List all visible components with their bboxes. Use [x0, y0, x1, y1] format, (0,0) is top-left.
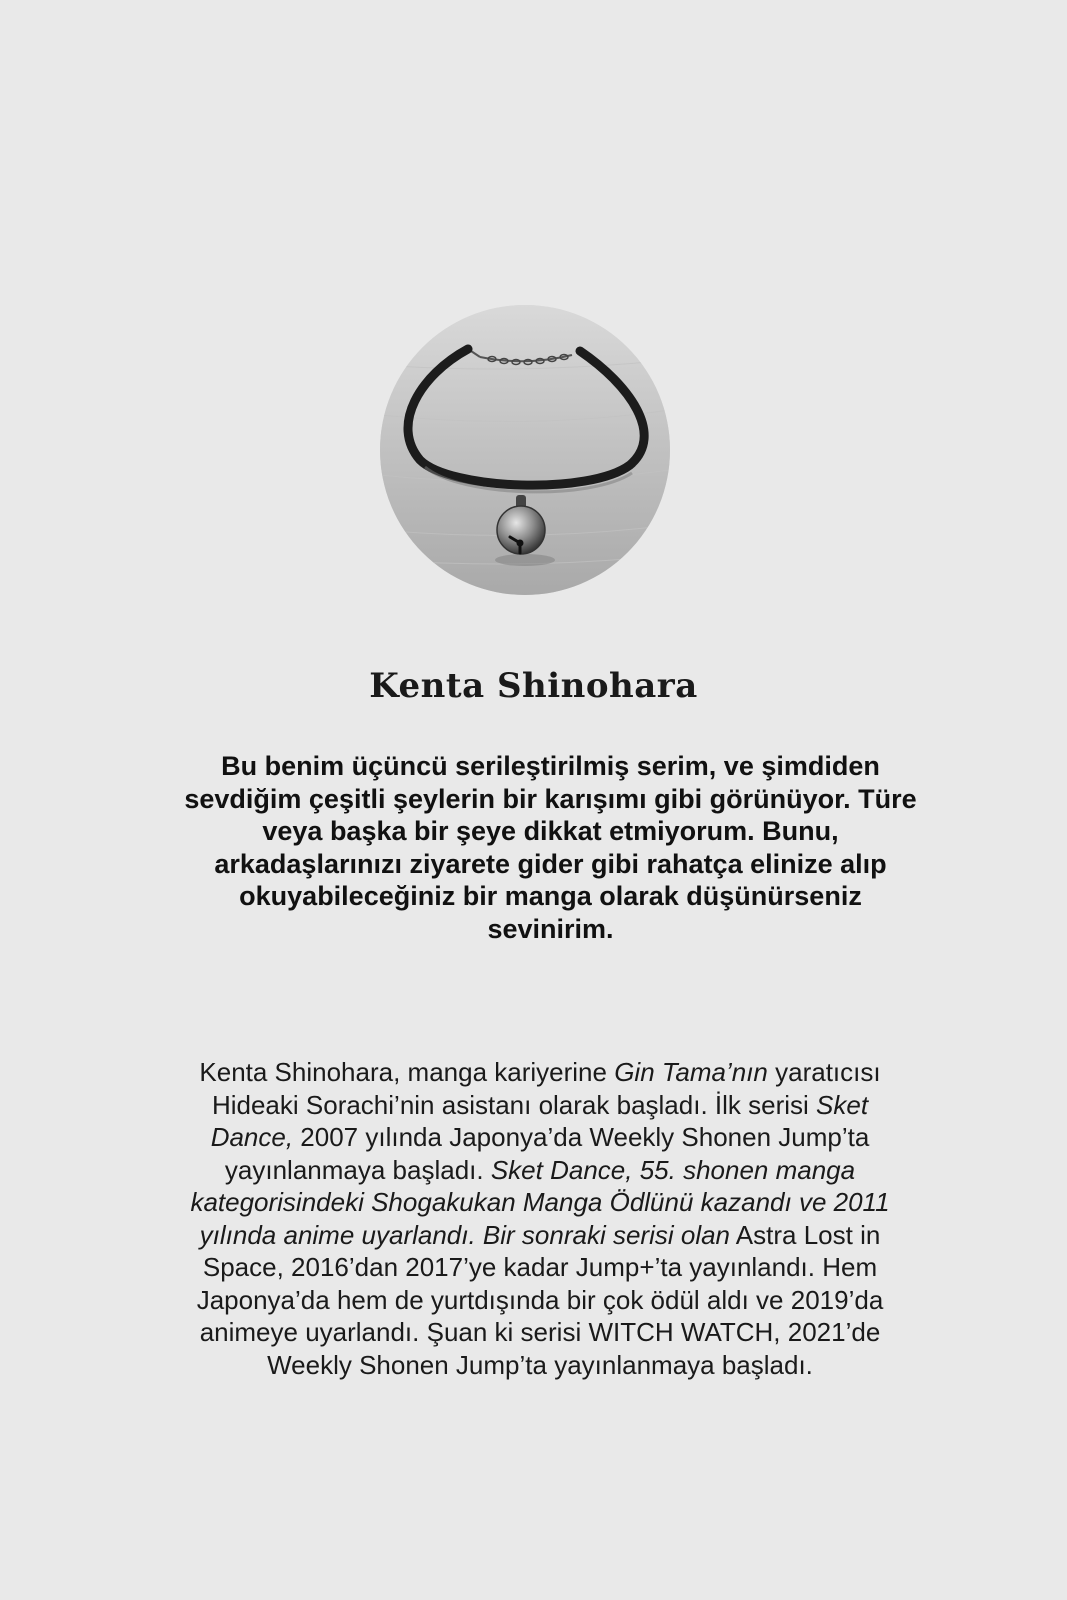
author-quote: Bu benim üçüncü serileştirilmiş serim, ve şimdiden sevdiğim çeşitli şeylerin bir karışımı gibi görünüyor. Türe veya başka bir şeye dikkat etmiyorum. Bunu, arkadaşlarınızı ziyarete gider gibi rahatça elinize alıp okuyabileceğiniz bir manga olarak düşünürseniz sevinirim. — [184, 751, 917, 944]
bio-text: Astra Lost in Space, 2016’dan 2017’ye kadar Jump+’ta yayınlandı. Hem Japonya’da hem de yurtdışında bir çok ödül aldı ve 2019’da animeye uyarlandı. Şuan ki serisi WITCH WATCH, 2021’de Weekly Shonen Jump’ta yayınlanmaya başladı. — [196, 1219, 884, 1380]
bio-title-gintama: Gin Tama’nın — [614, 1057, 768, 1087]
bio-title-sket-dance: Sket Dance, — [210, 1089, 869, 1152]
author-name: Kenta Shinohara — [369, 666, 698, 706]
author-photo — [380, 305, 670, 595]
bio-award-text: Sket Dance, 55. shonen manga kategorisindeki Shogakukan Manga Ödlünü kazandı ve 2011 yılında anime uyarlandı. Bir sonraki serisi olan — [190, 1154, 890, 1250]
bio-text: 2007 yılında Japonya’da Weekly Shonen Jump’ta yayınlanmaya başladı. — [224, 1122, 870, 1185]
choker-bell-photo-icon — [380, 305, 670, 595]
author-bio — [170, 1056, 910, 1381]
bio-text: yaratıcısı Hideaki Sorachi’nin asistanı olarak başladı. İlk serisi — [211, 1057, 881, 1120]
bio-text: Kenta Shinohara, manga kariyerine — [199, 1057, 615, 1087]
